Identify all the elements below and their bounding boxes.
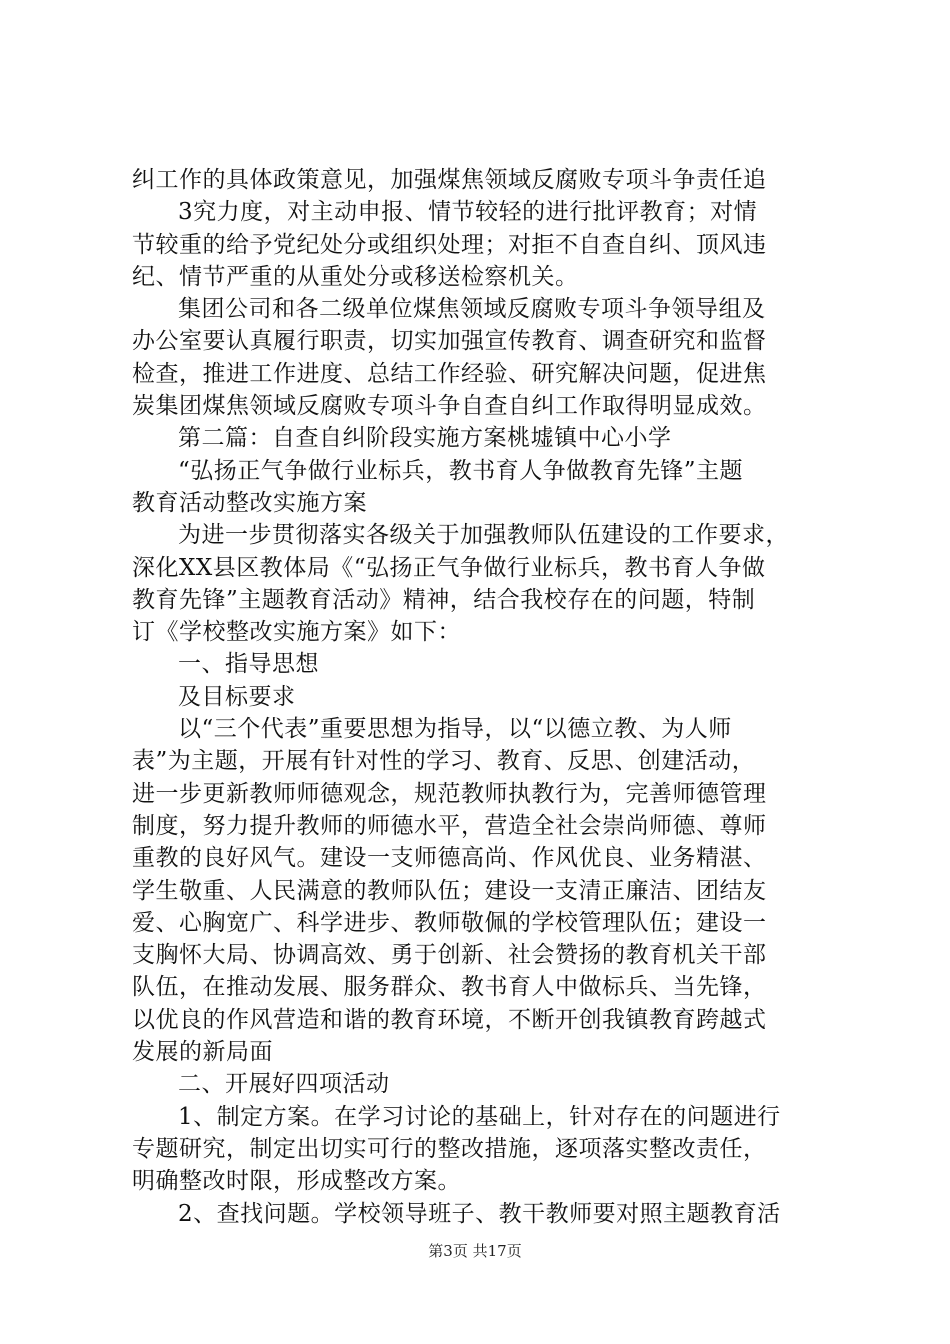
text-line: 为进一步贯彻落实各级关于加强教师队伍建设的工作要求，	[178, 522, 789, 549]
text-line: 进一步更新教师师德观念，规范教师执教行为，完善师德管理	[132, 780, 767, 807]
text-line: 以“三个代表”重要思想为指导，以“以德立教、为人师	[178, 716, 732, 743]
text-line: 爱、心胸宽广、科学进步、教师敬佩的学校管理队伍；建设一	[132, 909, 767, 936]
text-line: 表”为主题，开展有针对性的学习、教育、反思、创建活动，	[132, 748, 756, 775]
page-footer: 第3页 共17页	[428, 1242, 522, 1260]
text-line: “弘扬正气争做行业标兵，教书育人争做教育先锋”主题	[178, 457, 744, 484]
text-line: 及目标要求	[178, 683, 296, 710]
text-line: 发展的新局面	[132, 1039, 273, 1066]
text-line: 节较重的给予党纪处分或组织处理；对拒不自查自纠、顶风违	[132, 231, 767, 258]
text-line: 集团公司和各二级单位煤焦领域反腐败专项斗争领导组及	[178, 296, 766, 323]
text-line: 制度，努力提升教师的师德水平，营造全社会崇尚师德、尊师	[132, 812, 767, 839]
text-line: 第二篇：自查自纠阶段实施方案桃墟镇中心小学	[178, 425, 672, 452]
text-line: 3究力度，对主动申报、情节较轻的进行批评教育；对情	[178, 199, 758, 226]
text-line: 一、指导思想	[178, 651, 319, 678]
text-line: 教育活动整改实施方案	[132, 489, 367, 516]
text-line: 1、制定方案。在学习讨论的基础上，针对存在的问题进行	[178, 1103, 781, 1130]
text-line: 纠工作的具体政策意见，加强煤焦领域反腐败专项斗争责任追	[132, 167, 767, 193]
text-line: 重教的良好风气。建设一支师德高尚、作风优良、业务精湛、	[132, 845, 767, 872]
document-body	[132, 164, 832, 1230]
text-line: 订《学校整改实施方案》如下：	[132, 619, 461, 646]
text-line: 检查，推进工作进度、总结工作经验、研究解决问题，促进焦	[132, 360, 767, 387]
text-line: 纪、情节严重的从重处分或移送检察机关。	[132, 263, 579, 290]
text-line: 办公室要认真履行职责，切实加强宣传教育、调查研究和监督	[132, 328, 767, 355]
text-line: 教育先锋”主题教育活动》精神，结合我校存在的问题，特制	[132, 586, 756, 613]
text-line: 二、开展好四项活动	[178, 1071, 390, 1098]
text-line: 深化XX县区教体局《“弘扬正气争做行业标兵，教书育人争做	[132, 554, 766, 581]
text-line: 以优良的作风营造和谐的教育环境，不断开创我镇教育跨越式	[132, 1006, 767, 1033]
text-line: 明确整改时限，形成整改方案。	[132, 1168, 461, 1195]
text-line: 队伍，在推动发展、服务群众、教书育人中做标兵、当先锋，	[132, 974, 767, 1001]
text-line: 专题研究，制定出切实可行的整改措施，逐项落实整改责任，	[132, 1135, 767, 1162]
text-line: 2、查找问题。学校领导班子、教干教师要对照主题教育活	[178, 1200, 781, 1227]
text-line: 炭集团煤焦领域反腐败专项斗争自查自纠工作取得明显成效。	[132, 393, 767, 420]
text-line: 学生敬重、人民满意的教师队伍；建设一支清正廉洁、团结友	[132, 877, 767, 904]
text-line: 支胸怀大局、协调高效、勇于创新、社会赞扬的教育机关干部	[132, 942, 767, 969]
